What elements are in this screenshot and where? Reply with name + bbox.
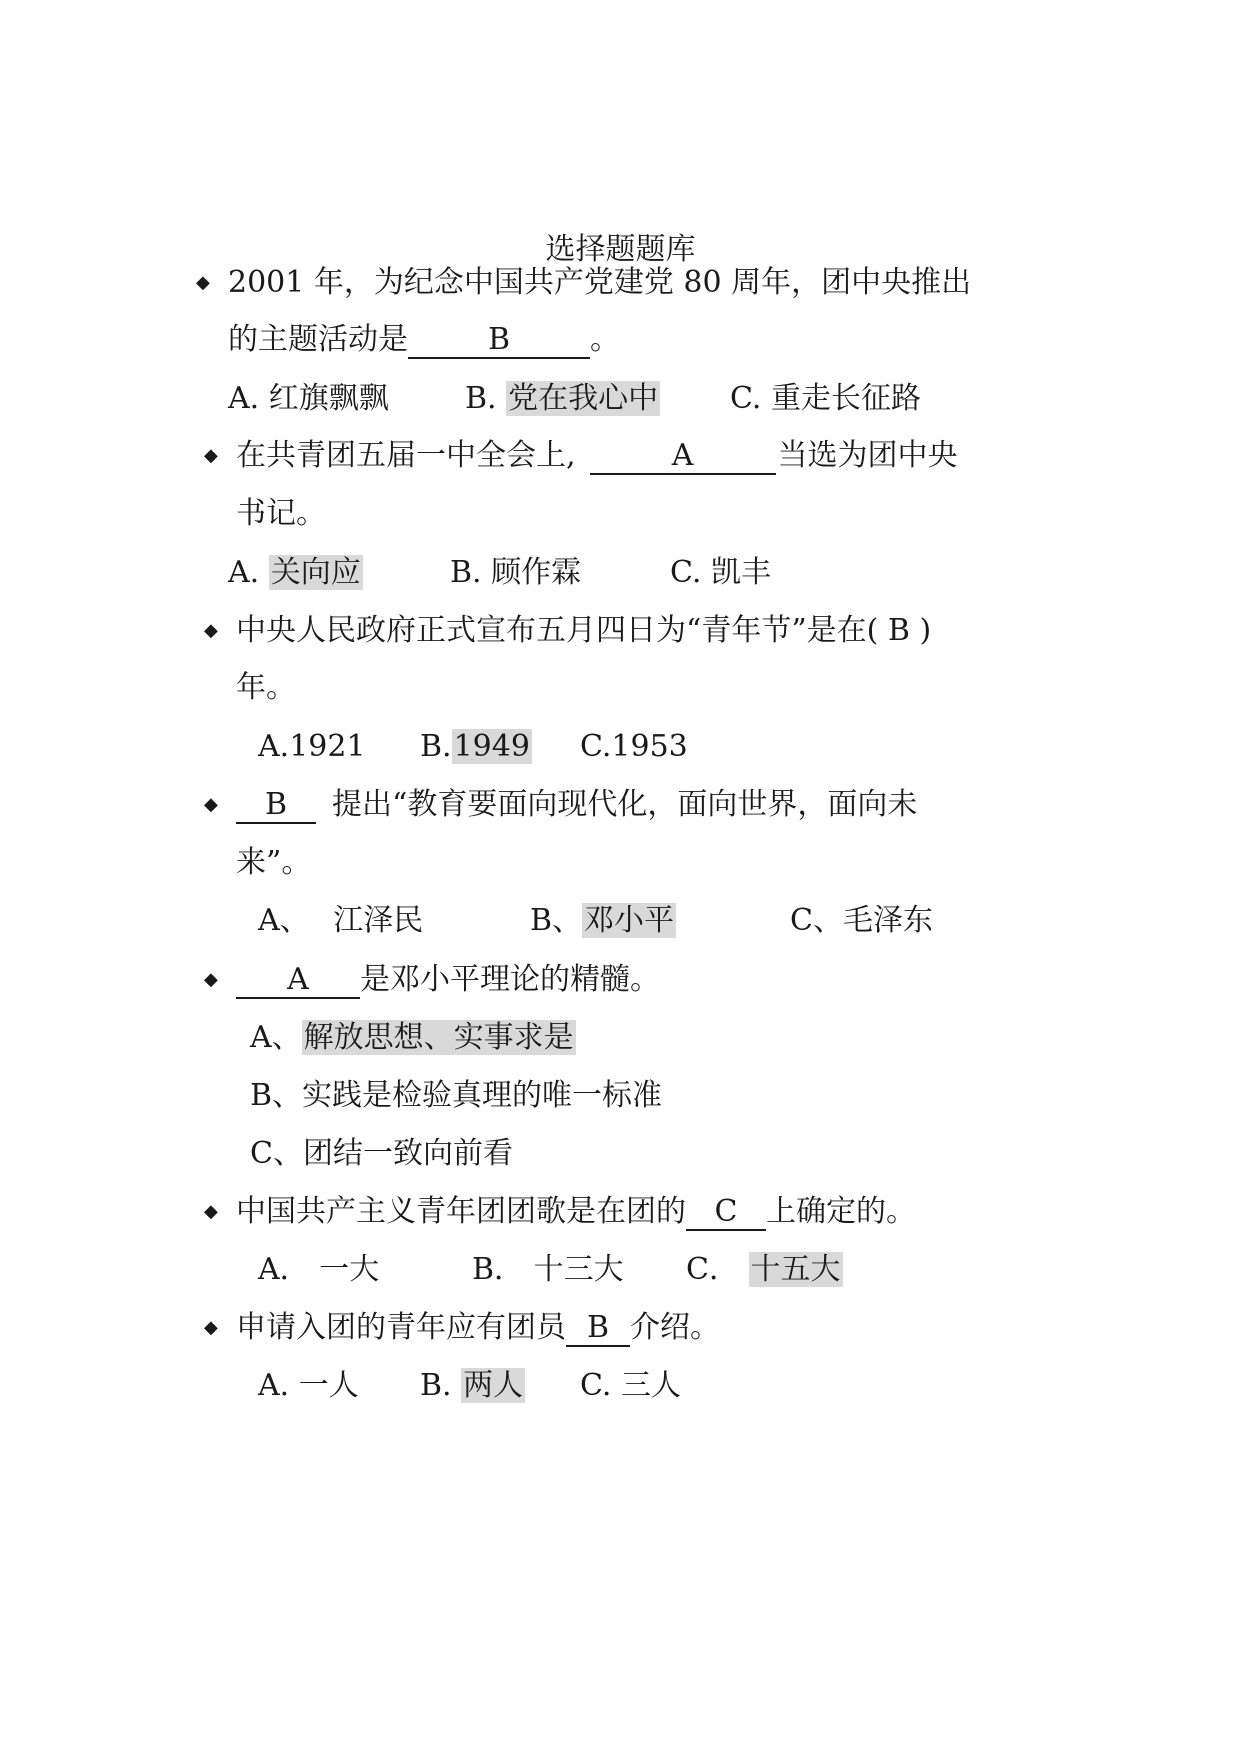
question-4-option-a: A、 江泽民 <box>258 903 424 938</box>
bullet-icon: ◆ <box>204 1201 218 1222</box>
question-3-option-b: B.1949 <box>420 729 530 764</box>
highlighted-answer: 党在我心中 <box>508 381 659 416</box>
question-6-option-c: C． 十五大 <box>686 1252 841 1287</box>
question-6-text: 中国共产主义青年团团歌是在团的 <box>236 1194 686 1229</box>
question-3-option-a: A.1921 <box>258 729 366 764</box>
question-2-line-2: 书记。 <box>236 496 326 531</box>
question-6-option-b: B． 十三大 <box>472 1252 624 1287</box>
question-1-answer-blank: B <box>408 323 590 359</box>
highlighted-answer: 十五大 <box>750 1252 841 1287</box>
question-7-option-a: A. 一人 <box>258 1368 359 1403</box>
question-2-option-c: C. 凯丰 <box>670 555 771 590</box>
question-4-text: 提出“教育要面向现代化，面向世界，面向未 <box>332 787 918 822</box>
question-5-text: 是邓小平理论的精髓。 <box>360 962 660 997</box>
question-5-answer-blank: A <box>236 963 360 999</box>
question-6-text-end: 上确定的。 <box>766 1194 916 1229</box>
question-1-line-2 <box>228 320 620 360</box>
question-2-answer-blank: A <box>590 439 776 475</box>
question-4-answer-blank: B <box>236 788 316 824</box>
highlighted-answer: 1949 <box>453 729 530 764</box>
question-1-option-c: C. 重走长征路 <box>730 381 921 416</box>
question-3-option-c: C.1953 <box>580 729 688 764</box>
question-4-option-c: C、毛泽东 <box>790 903 933 938</box>
bullet-icon: ◆ <box>204 794 218 815</box>
highlighted-answer: 关向应 <box>270 555 361 590</box>
bullet-icon: ◆ <box>204 969 218 990</box>
highlighted-answer: 两人 <box>463 1368 524 1403</box>
question-2-option-b: B. 顾作霖 <box>450 555 582 590</box>
question-1-option-b: B. 党在我心中 <box>465 381 659 416</box>
question-2-text-end: 当选为团中央 <box>777 438 958 473</box>
question-6-line-1 <box>236 1192 916 1232</box>
question-3-line-1: 中央人民政府正式宣布五月四日为“青年节”是在( B ) <box>236 613 932 648</box>
highlighted-answer: 邓小平 <box>584 903 675 938</box>
question-2-line-1 <box>236 436 958 476</box>
question-7-line-1 <box>236 1308 720 1348</box>
question-5-option-b: B、实践是检验真理的唯一标准 <box>250 1078 663 1113</box>
question-5-option-a: A、解放思想、实事求是 <box>250 1020 574 1055</box>
question-1-text: 的主题活动是 <box>228 322 408 357</box>
question-5-line-1 <box>236 960 660 1000</box>
bullet-icon: ◆ <box>204 620 218 641</box>
bullet-icon: ◆ <box>204 445 218 466</box>
question-4-line-2: 来”。 <box>236 845 312 880</box>
question-7-answer-blank: B <box>566 1311 630 1347</box>
question-7-text: 申请入团的青年应有团员 <box>236 1310 566 1345</box>
question-1-option-a: A. 红旗飘飘 <box>228 381 389 416</box>
question-7-option-c: C. 三人 <box>580 1368 681 1403</box>
question-6-answer-blank: C <box>686 1195 766 1231</box>
question-2-option-a: A. 关向应 <box>228 555 361 590</box>
question-4-line-1 <box>236 785 917 825</box>
question-7-text-end: 介绍。 <box>630 1310 720 1345</box>
question-1-end: 。 <box>590 322 620 357</box>
question-4-option-b: B、邓小平 <box>530 903 675 938</box>
question-7-option-b: B. 两人 <box>420 1368 524 1403</box>
page-title: 选择题题库 <box>545 232 696 267</box>
question-3-line-2: 年。 <box>236 670 296 705</box>
bullet-icon: ◆ <box>204 1317 218 1338</box>
question-2-text: 在共青团五届一中全会上, <box>236 438 576 473</box>
question-1-line-1: 2001 年，为纪念中国共产党建党 80 周年，团中央推出 <box>228 265 972 300</box>
bullet-icon: ◆ <box>196 272 210 293</box>
question-5-option-c: C、团结一致向前看 <box>250 1136 513 1171</box>
question-6-option-a: A． 一大 <box>258 1252 380 1287</box>
highlighted-answer: 解放思想、实事求是 <box>303 1020 574 1055</box>
